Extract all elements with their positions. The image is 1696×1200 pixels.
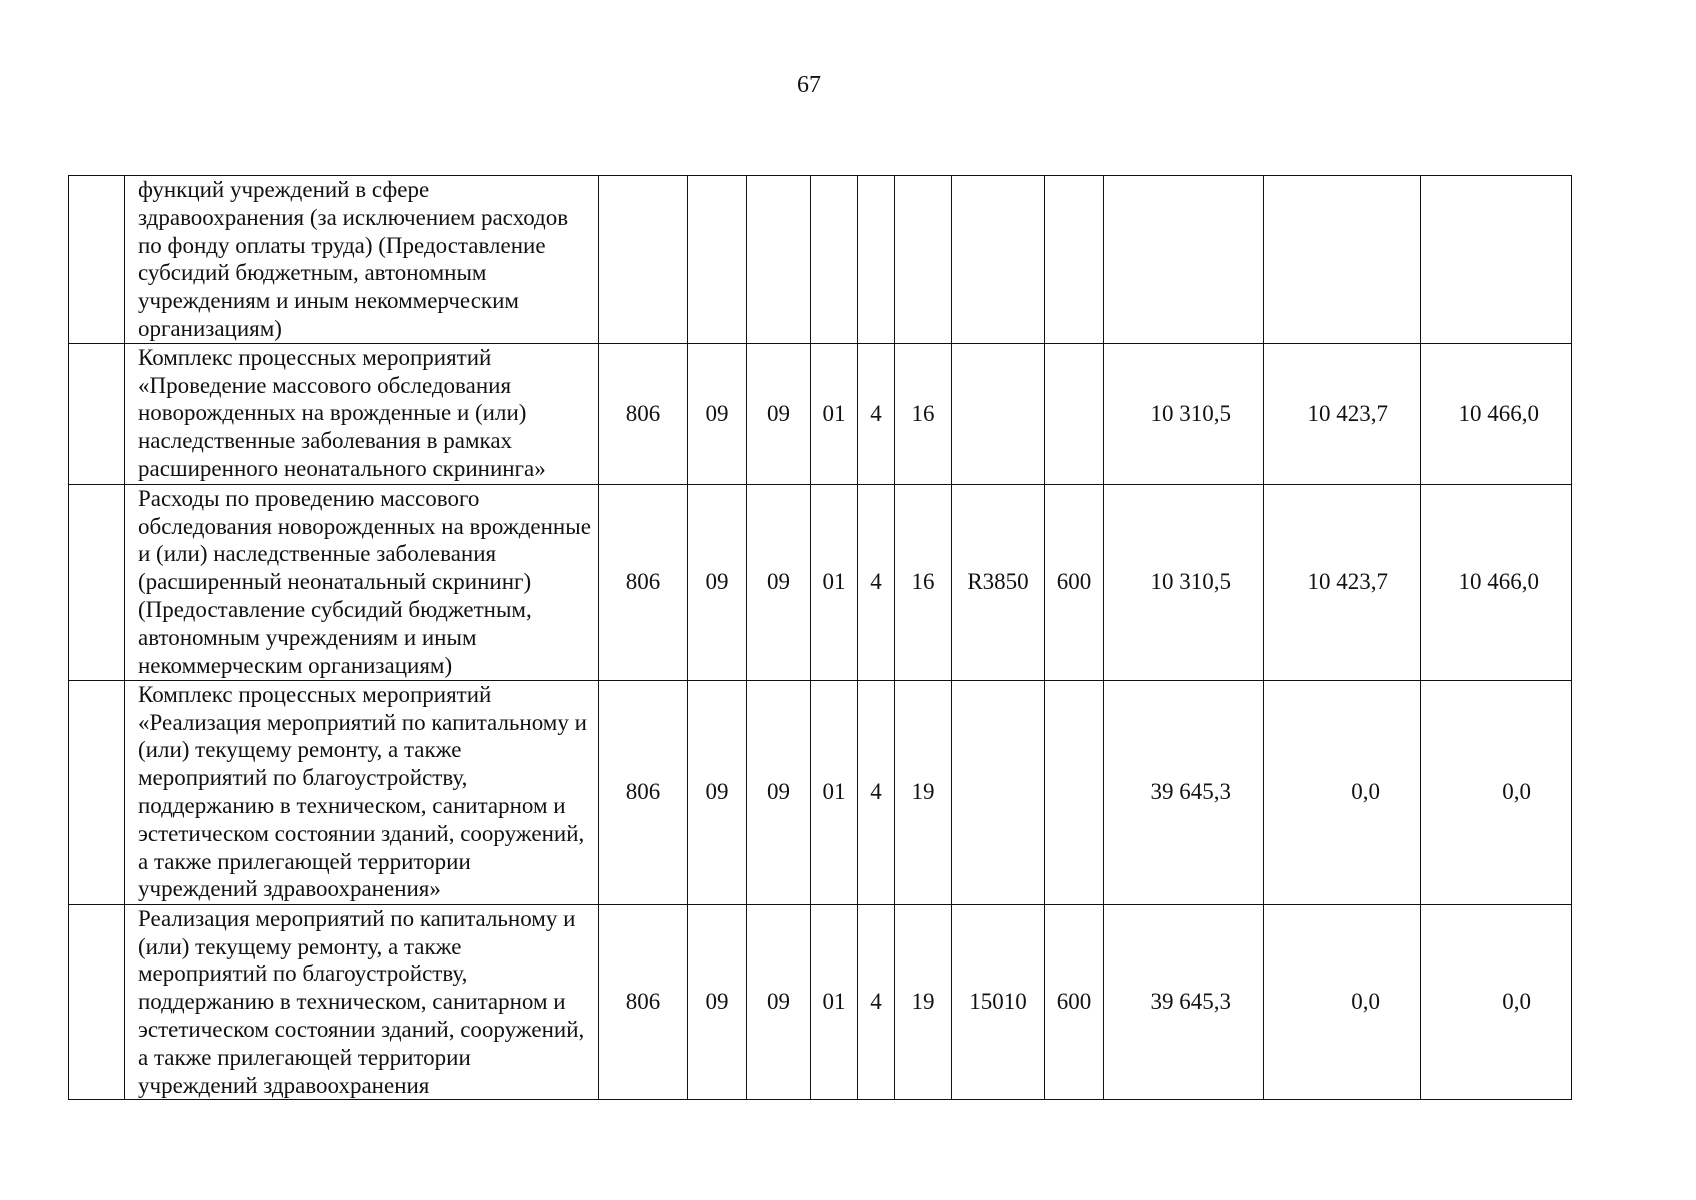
element-type-cell: 4 xyxy=(858,343,895,484)
section-cell: 09 xyxy=(688,680,747,904)
direction-code-cell xyxy=(952,343,1045,484)
amount-year2-cell xyxy=(1264,176,1421,344)
ministry-code-cell xyxy=(599,176,688,344)
amount-year1-cell xyxy=(1104,176,1264,344)
element-type-cell xyxy=(858,176,895,344)
ministry-code-cell: 806 xyxy=(599,484,688,680)
expense-type-cell xyxy=(1045,680,1104,904)
element-type-cell: 4 xyxy=(858,484,895,680)
amount-year1-cell: 39 645,3 xyxy=(1104,680,1264,904)
amount-year3-cell: 10 466,0 xyxy=(1421,484,1572,680)
table-row xyxy=(69,904,1572,1100)
table-row xyxy=(69,343,1572,484)
subsection-cell: 09 xyxy=(747,484,811,680)
table-row xyxy=(69,176,1572,344)
element-type-cell: 4 xyxy=(858,904,895,1100)
amount-year2-cell: 0,0 xyxy=(1264,904,1421,1100)
subsection-cell: 09 xyxy=(747,680,811,904)
description-cell: Комплекс процессных мероприятий «Реализация мероприятий по капитальному и (или) текущему ремонту, а также мероприятий по благоустройству, поддержанию в техническом, санитарном и эстетическом состоянии зданий, сооружений, а также прилегающей территории учреждений здравоохранения» xyxy=(125,680,599,904)
row-number-cell xyxy=(69,484,125,680)
program-cell: 01 xyxy=(811,904,858,1100)
expense-type-cell xyxy=(1045,176,1104,344)
structural-element-cell xyxy=(895,176,952,344)
description-cell: Расходы по проведению массового обследования новорожденных на врожденные и (или) наследственные заболевания (расширенный неонатальный скрининг) (Предоставление субсидий бюджетным, автономным учреждениям и иным некоммерческим организациям) xyxy=(125,484,599,680)
program-cell: 01 xyxy=(811,484,858,680)
description-cell: Комплекс процессных мероприятий «Проведение массового обследования новорожденных на врожденные и (или) наследственные заболевания в рамках расширенного неонатального скрининга» xyxy=(125,343,599,484)
ministry-code-cell: 806 xyxy=(599,904,688,1100)
structural-element-cell: 19 xyxy=(895,904,952,1100)
amount-year1-cell: 10 310,5 xyxy=(1104,343,1264,484)
ministry-code-cell: 806 xyxy=(599,343,688,484)
amount-year1-cell: 10 310,5 xyxy=(1104,484,1264,680)
amount-year3-cell: 0,0 xyxy=(1421,904,1572,1100)
section-cell: 09 xyxy=(688,343,747,484)
ministry-code-cell: 806 xyxy=(599,680,688,904)
section-cell: 09 xyxy=(688,904,747,1100)
element-type-cell: 4 xyxy=(858,680,895,904)
section-cell: 09 xyxy=(688,484,747,680)
row-number-cell xyxy=(69,343,125,484)
amount-year1-cell: 39 645,3 xyxy=(1104,904,1264,1100)
structural-element-cell: 16 xyxy=(895,343,952,484)
table-row xyxy=(69,680,1572,904)
program-cell xyxy=(811,176,858,344)
amount-year2-cell: 0,0 xyxy=(1264,680,1421,904)
amount-year2-cell: 10 423,7 xyxy=(1264,343,1421,484)
row-number-cell xyxy=(69,904,125,1100)
amount-year3-cell: 0,0 xyxy=(1421,680,1572,904)
subsection-cell: 09 xyxy=(747,904,811,1100)
description-cell: функций учреждений в сфере здравоохранения (за исключением расходов по фонду оплаты труда) (Предоставление субсидий бюджетным, автономным учреждениям и иным некоммерческим организациям) xyxy=(125,176,599,344)
structural-element-cell: 16 xyxy=(895,484,952,680)
table-row xyxy=(69,484,1572,680)
description-cell: Реализация мероприятий по капитальному и (или) текущему ремонту, а также мероприятий по благоустройству, поддержанию в техническом, санитарном и эстетическом состоянии зданий, сооружений, а также прилегающей территории учреждений здравоохранения xyxy=(125,904,599,1100)
structural-element-cell: 19 xyxy=(895,680,952,904)
amount-year3-cell: 10 466,0 xyxy=(1421,343,1572,484)
program-cell: 01 xyxy=(811,343,858,484)
expense-type-cell: 600 xyxy=(1045,484,1104,680)
amount-year3-cell xyxy=(1421,176,1572,344)
row-number-cell xyxy=(69,680,125,904)
subsection-cell xyxy=(747,176,811,344)
amount-year2-cell: 10 423,7 xyxy=(1264,484,1421,680)
row-number-cell xyxy=(69,176,125,344)
budget-table xyxy=(68,175,1572,1100)
direction-code-cell xyxy=(952,680,1045,904)
page-number: 67 xyxy=(797,72,821,98)
expense-type-cell: 600 xyxy=(1045,904,1104,1100)
subsection-cell: 09 xyxy=(747,343,811,484)
direction-code-cell: R3850 xyxy=(952,484,1045,680)
direction-code-cell: 15010 xyxy=(952,904,1045,1100)
program-cell: 01 xyxy=(811,680,858,904)
direction-code-cell xyxy=(952,176,1045,344)
expense-type-cell xyxy=(1045,343,1104,484)
section-cell xyxy=(688,176,747,344)
